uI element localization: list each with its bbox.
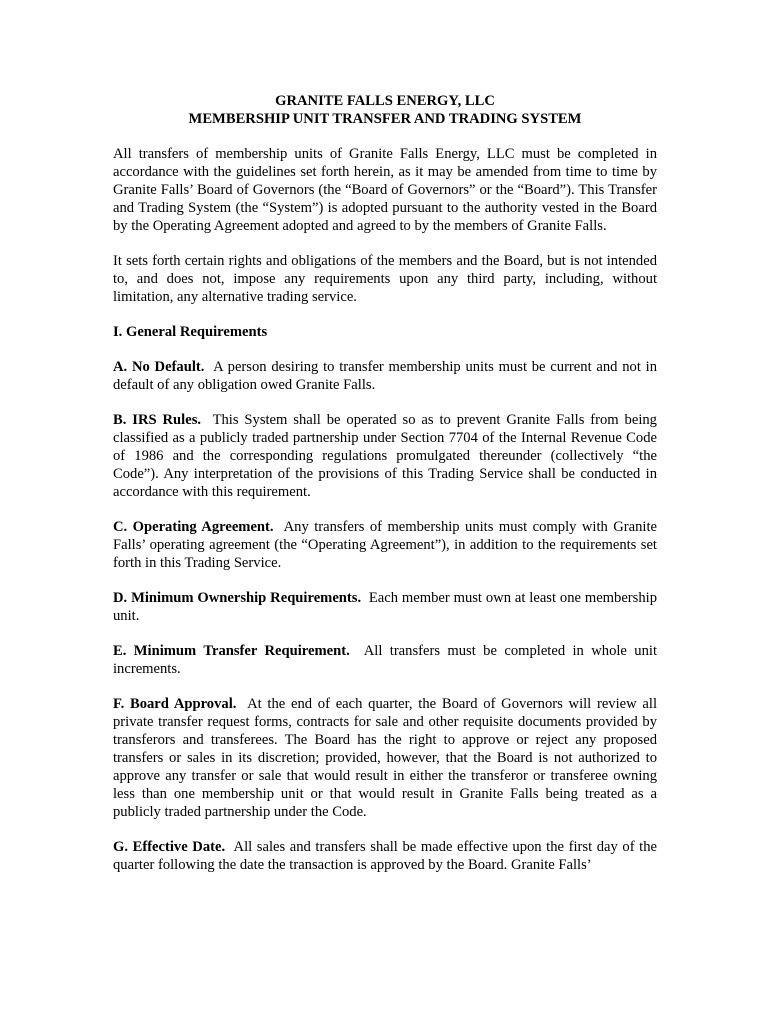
- item-lead: G. Effective Date.: [113, 839, 226, 855]
- section-heading: I. General Requirements: [113, 324, 268, 340]
- item-text: This System shall be operated so as to prevent Granite Falls from being classified as a publicly traded partnership under Section 7704 of the Internal Revenue Code of 1986 and the corresponding regulations promulgated thereunder (collectively “the Code”). Any interpretation of the provisions of this Trading Service shall be conducted in accordance with this requirement.: [113, 412, 657, 500]
- requirement-item-minimum-ownership: [113, 589, 657, 625]
- document-title-line-2: MEMBERSHIP UNIT TRANSFER AND TRADING SYSTEM: [188, 111, 582, 127]
- item-lead: C. Operating Agreement.: [113, 519, 274, 535]
- requirement-item-no-default: [113, 358, 657, 394]
- item-lead: B. IRS Rules.: [113, 412, 202, 428]
- requirement-item-operating-agreement: [113, 518, 657, 572]
- requirement-item-effective-date: [113, 838, 657, 874]
- item-text: A person desiring to transfer membership units must be current and not in default of any obligation owed Granite Falls.: [113, 359, 657, 393]
- document-page: [113, 92, 657, 891]
- requirement-item-minimum-transfer: [113, 642, 657, 678]
- intro-paragraph: It sets forth certain rights and obligations of the members and the Board, but is not intended to, and does not, impose any requirements upon any third party, including, without limitation, any alternative trading service.: [113, 253, 657, 305]
- item-lead: F. Board Approval.: [113, 696, 237, 712]
- requirement-item-irs-rules: [113, 411, 657, 501]
- document-title-line-1: GRANITE FALLS ENERGY, LLC: [275, 93, 495, 109]
- intro-paragraph: All transfers of membership units of Granite Falls Energy, LLC must be completed in accordance with the guidelines set forth herein, as it may be amended from time to time by Granite Falls’ Board of Governors (the “Board of Governors” or the “Board”). This Transfer and Trading System (the “System”) is adopted pursuant to the authority vested in the Board by the Operating Agreement adopted and agreed to by the members of Granite Falls.: [113, 146, 657, 234]
- item-lead: D. Minimum Ownership Requirements.: [113, 590, 362, 606]
- item-text: All sales and transfers shall be made effective upon the first day of the quarter following the date the transaction is approved by the Board. Granite Falls’: [113, 839, 657, 873]
- item-lead: A. No Default.: [113, 359, 205, 375]
- requirement-item-board-approval: [113, 695, 657, 821]
- item-text: All transfers must be completed in whole unit increments.: [113, 643, 658, 677]
- item-text: At the end of each quarter, the Board of Governors will review all private transfer request forms, contracts for sale and other requisite documents provided by transferors and transferees. The Board has the right to approve or reject any proposed transfers or sales in its discretion; provided, however, that the Board is not authorized to approve any transfer or sale that would result in either the transferor or transferee owning less than one membership unit or that would result in Granite Falls being treated as a publicly traded partnership under the Code.: [113, 696, 658, 820]
- item-text: Each member must own at least one membership unit.: [113, 590, 657, 624]
- item-lead: E. Minimum Transfer Requirement.: [113, 643, 350, 659]
- item-text: Any transfers of membership units must comply with Granite Falls’ operating agreement (the “Operating Agreement”), in addition to the requirements set forth in this Trading Service.: [113, 519, 657, 571]
